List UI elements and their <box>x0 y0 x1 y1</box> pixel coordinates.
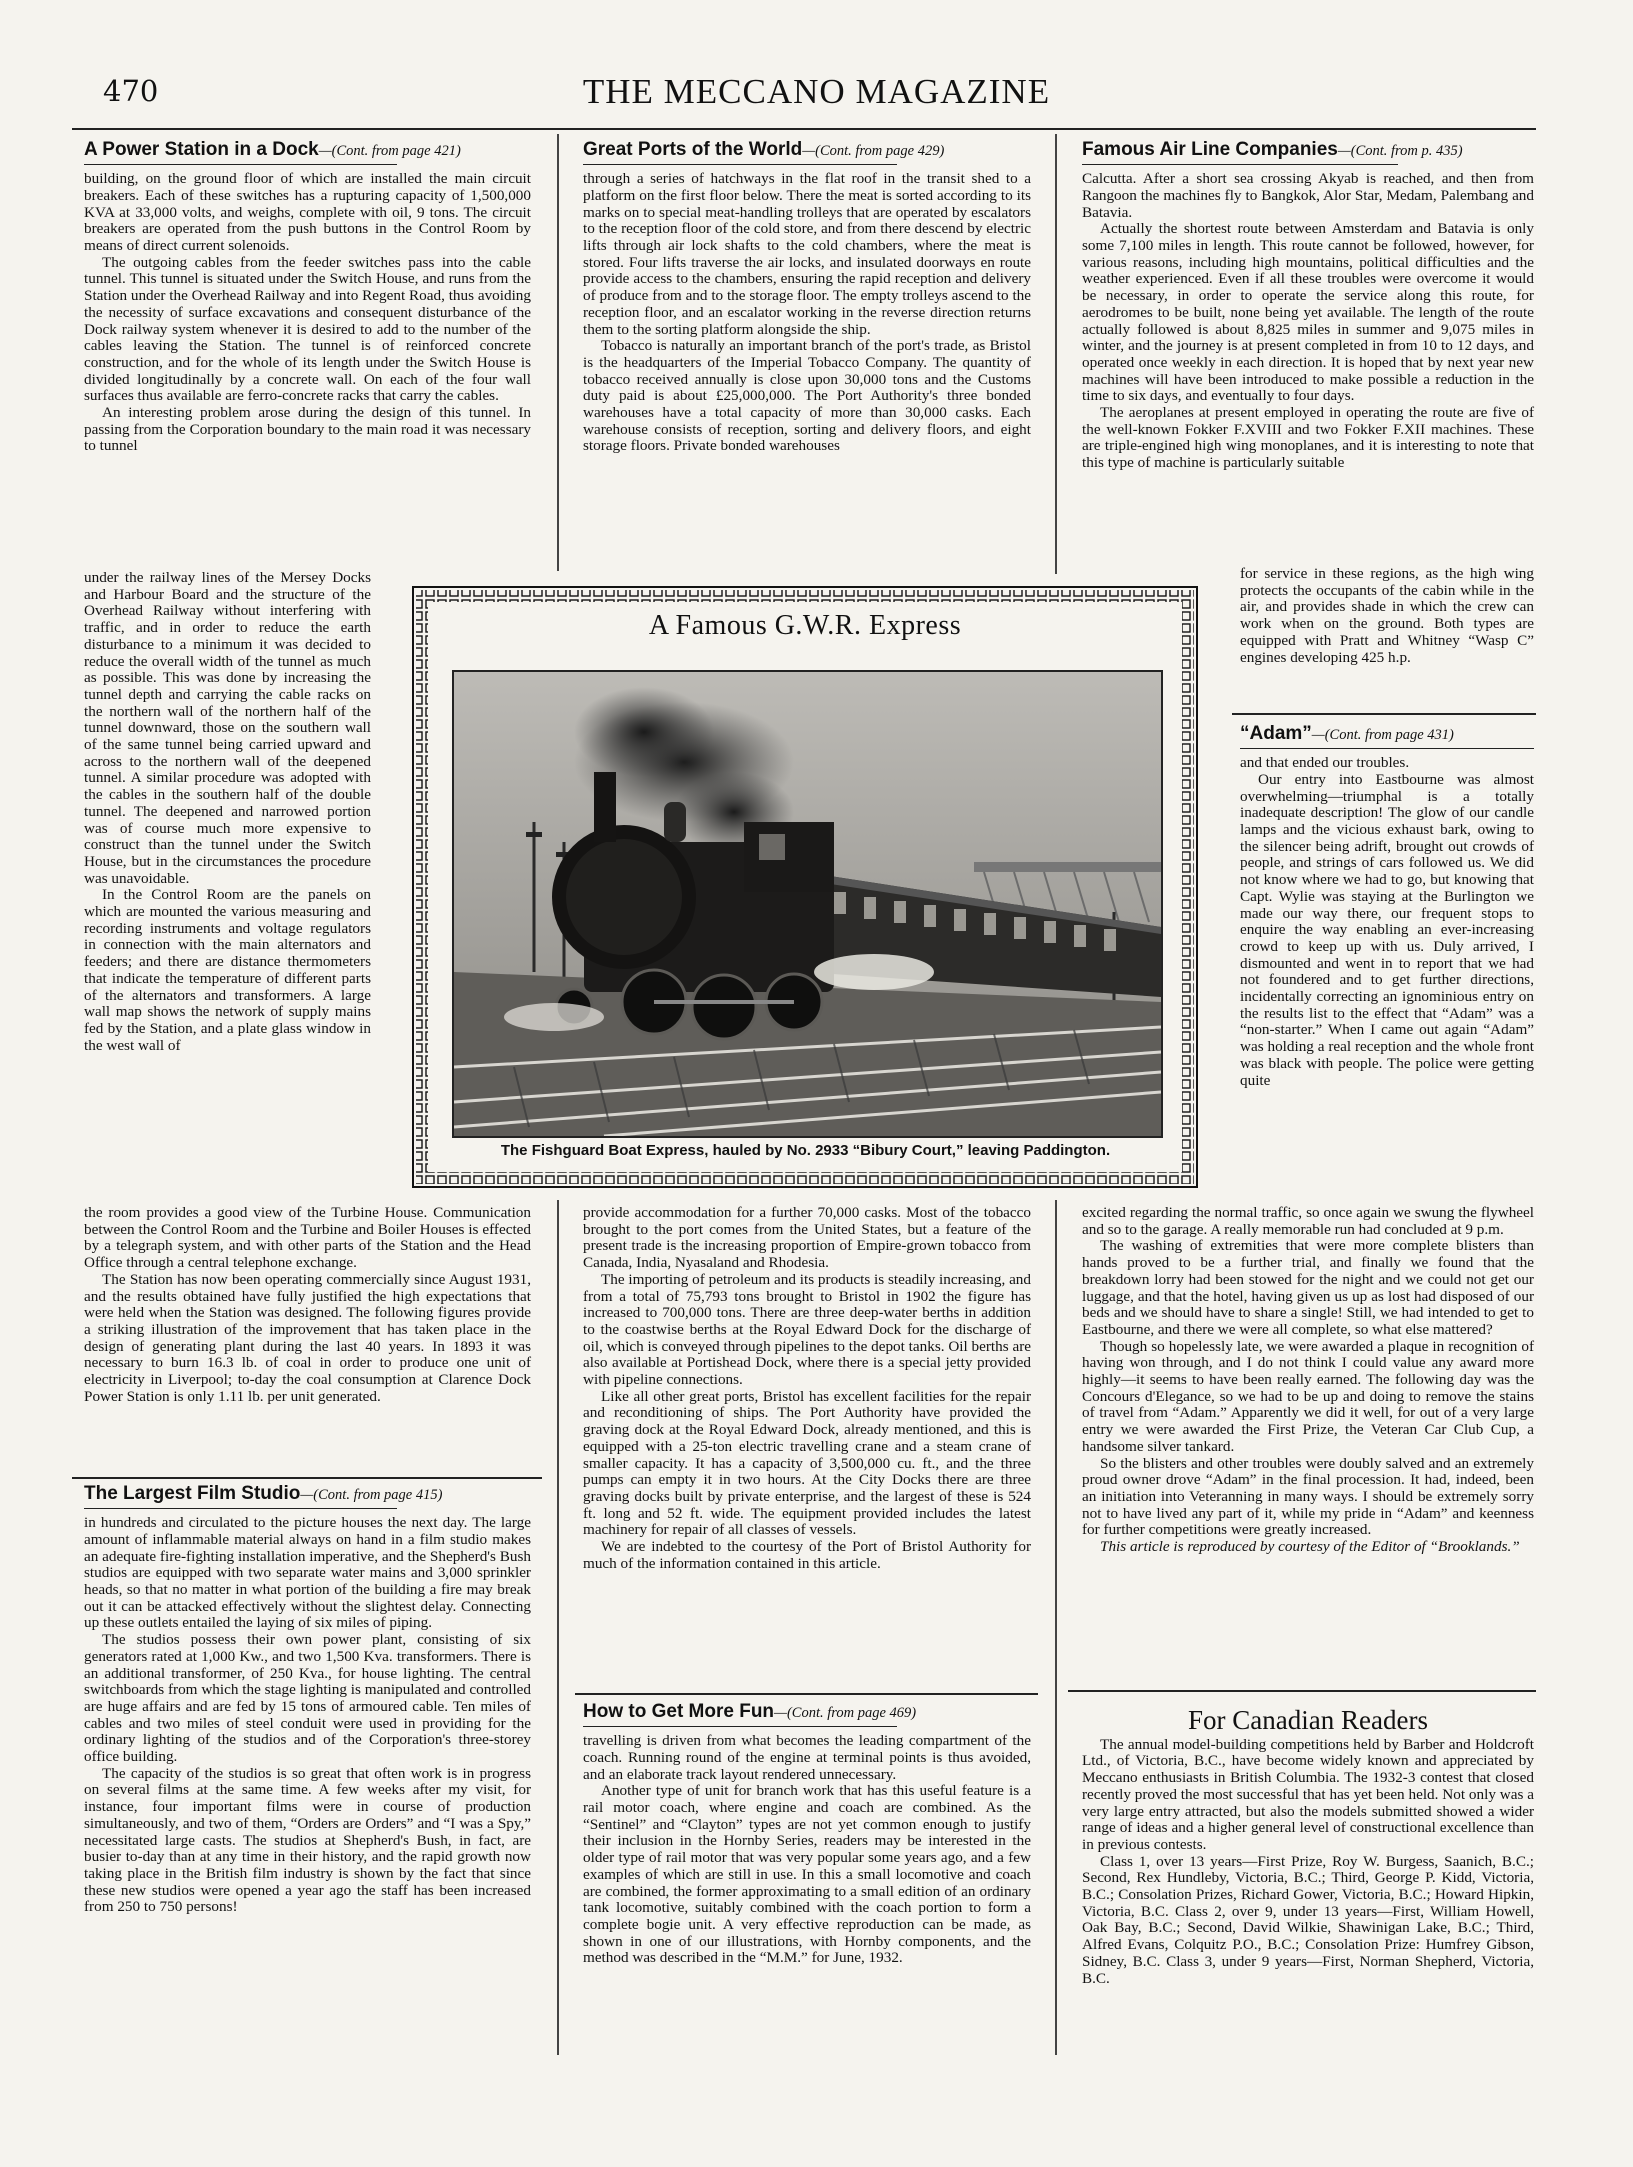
credit-line: This article is reproduced by courtesy of the Editor of “Brooklands.” <box>1100 1538 1520 1556</box>
paragraph: The annual model-building competitions held by Barber and Holdcroft Ltd., of Victoria, B.C., have become widely known and appreciated by Meccano enthusiasts in British Columbia. The 1932-3 contest that closed recently proved the most successful that has yet been held. Not only was a very large entry attracted, but also the models submitted showed a wider range of ideas and a higher general level of constructional excellence than in previous contests. <box>1082 1735 1534 1853</box>
paragraph: the room provides a good view of the Turbine House. Communication between the Control Room and the Turbine and Boiler Houses is effected by a telegraph system, and with other parts of the Station and the Head Office through a central telephone exchange. <box>84 1204 531 1272</box>
ports-continued <box>583 1205 1031 1572</box>
fun-top-rule <box>575 1693 1038 1695</box>
fun-article <box>583 1701 1031 1967</box>
fun-heading-rule <box>583 1726 897 1728</box>
power-station-continued <box>84 1205 531 1405</box>
locomotive-illustration <box>454 672 1161 1136</box>
power-station-narrow-text <box>84 570 371 1054</box>
paragraph: The capacity of the studios is so great that often work is in progress on several films at the same time. A few weeks after my visit, for instance, four important films were in course of production simultaneously, and two of them, “Orders are Orders” and “I was a Spy,” necessitated large casts. The studios at Shepherd's Bush, in fact, are busier to-day than at any time in their history, and the rapid growth now taking place in the British film industry is shown by the fact that since these new studios were opened a year ago the staff has been increased from 250 to 750 persons! <box>84 1764 531 1916</box>
paragraph: The outgoing cables from the feeder switches pass into the cable tunnel. This tunnel is situated under the Switch House, and runs from the Station under the Overhead Railway and into Regent Road, thus avoiding the necessity of surface excavations and consequent disturbance of the Dock railway system whenever it is desired to add to the number of the cables leaving the Station. The tunnel is of reinforced concrete construction, and for the whole of its length under the Switch House is divided longitudinally by a concrete wall. On each of the four wall surfaces thus available are ferro-concrete racks that carry the cables. <box>84 253 531 405</box>
paragraph: through a series of hatchways in the flat roof in the transit shed to a platform on the first floor below. There the meat is sorted according to its marks on to special meat-handling trolleys that are operated by escalators to the reception floor of the cold store, and from there descend by electric lifts through air lock shafts to the cold chambers, where the meat is stored. Four lifts traverse the air locks, and insulated doorways en route provide access to the chambers, ensuring the rapid reception and delivery of produce from and to the storage floor. The empty trolleys ascend to the reception floor, and an escalator working in the reverse direction returns them to the sorting platform alongside the ship. <box>583 170 1031 338</box>
paragraph: excited regarding the normal traffic, so once again we swung the flywheel and so to the garage. A really memorable run had concluded at 9 p.m. <box>1082 1204 1534 1238</box>
paragraph: Actually the shortest route between Amsterdam and Batavia is only some 7,100 miles in length. This route cannot be followed, however, for various reasons, including high mountains, political difficulties and the weather experienced. Even if all these troubles were overcome it would be necessary, in order to operate the service along this route, for aerodromes to be built, none being yet available. The length of the route actually followed is about 8,825 miles in summer and 9,075 miles in winter, and the journey is at present completed in from 10 to 12 days, and operated once weekly in each direction. It is hoped that by next year new machines will have been introduced to make possible a reduction in the time to six days, and eventually to four days. <box>1082 220 1534 405</box>
paragraph: Though so hopelessly late, we were awarded a plaque in recognition of having won through, and I do not think I could value any award more highly—it seems to have been really earned. The following day was the Concours d'Elegance, so we had to be up and doing to remove the stains of travel from “Adam.” Apparently we did it well, for out of a very large entry we were awarded the First Prize, the Veteran Car Club Cup, a handsome silver tankard. <box>1082 1337 1534 1455</box>
paragraph: The washing of extremities that were more complete blisters than hands proved to be a further trial, and finally we found that the breakdown lorry had been stowed for the night and we could not get our luggage, and that the hotel, having given us up as lost had disposed of our beds and we should have to share a single! Still, we had intended to get to Eastbourne, and there we were all complete, so what else mattered? <box>1082 1237 1534 1338</box>
paragraph: building, on the ground floor of which are installed the main circuit breakers. Each of these switches has a rupturing capacity of 1,500,000 KVA at 33,000 volts, and weighs, complete with oil, 9 tons. The circuit breakers are operated from the push buttons in the Control Room by means of direct current solenoids. <box>84 170 531 255</box>
canadian-heading: For Canadian Readers <box>1188 1705 1428 1735</box>
column-divider-right-top <box>1055 134 1057 574</box>
paragraph: Class 1, over 13 years—First Prize, Roy W. Burgess, Saanich, B.C.; Second, Rex Hundleby, Victoria, B.C.; Third, George P. Kidd, Victoria, B.C.; Consolation Prizes, Richard Gower, Victoria, B.C.; Howard Hipkin, Victoria, B.C. Class 2, over 9, under 13 years—First, William Howell, Oak Bay, B.C.; Second, David Wilkie, Shawinigan Lake, B.C.; Third, Alfred Evans, Colquitz P.O., B.C.; Consolation Prize: Humfrey Gibson, Sidney, B.C. Class 3, under 9 years—First, Norman Shepherd, Victoria, B.C. <box>1082 1852 1534 1987</box>
airline-article <box>1082 139 1534 472</box>
canadian-top-rule <box>1068 1690 1536 1692</box>
adam-continued <box>1082 1205 1534 1556</box>
paragraph: in hundreds and circulated to the picture houses the next day. The large amount of inflammable material always on hand in a film studio makes an adequate fire-fighting installation imperative, and the Shepherd's Bush studios are equipped with two separate water mains and 3,000 sprinkler heads, so that no matter in what portion of the building a fire may break out it can be attacked effectively without the slightest delay. Connecting up these outlets entailed the laying of six miles of piping. <box>84 1514 531 1632</box>
feature-box <box>412 586 1198 1188</box>
paragraph: Like all other great ports, Bristol has excellent facilities for the repair and reconditioning of ships. The Port Authority have provided the graving dock at the Royal Edward Dock, already mentioned, and this is equipped with a 25-ton electric travelling crane and a steam crane of smaller capacity. It has a capacity of 3,500,000 cu. ft., and the three pumps can empty it in two hours. At the City Docks there are three graving docks built by private enterprise, and the largest of these is 524 ft. long and 52 ft. wide. The equipment provided includes the latest machinery for repair of all classes of vessels. <box>583 1387 1031 1539</box>
film-studio-heading-rule <box>84 1508 397 1510</box>
paragraph: An interesting problem arose during the design of this tunnel. In passing from the Corporation boundary to the main road it was necessary to tunnel <box>84 404 531 455</box>
fun-heading: How to Get More Fun—(Cont. from page 469) <box>583 1701 917 1722</box>
paragraph: The importing of petroleum and its products is steadily increasing, and from a total of 75,793 tons brought to Bristol in 1902 the figure has increased to 700,000 tons. There are three deep-water berths in addition to the coastwise berths at the Royal Edward Dock for the discharge of oil, which is conveyed through pipelines to the depot tanks. Oil berths are also available at Portishead Dock, where there is a special jetty provided with pipeline connections. <box>583 1270 1031 1389</box>
power-station-article <box>84 139 531 455</box>
film-studio-top-rule <box>72 1477 542 1479</box>
paragraph: The aeroplanes at present employed in operating the route are five of the well-known Fokker F.XVIII and two Fokker F.XII machines. These are triple-engined high wing monoplanes, and it is interesting to note that this type of machine is particularly suitable <box>1082 404 1534 472</box>
paragraph: provide accommodation for a further 70,000 casks. Most of the tobacco brought to the port comes from the United States, but a feature of the present trade is the increasing proportion of Empire-grown tobacco from Canada, India, Nyasaland and Rhodesia. <box>583 1204 1031 1272</box>
paragraph: In the Control Room are the panels on which are mounted the various measuring and recording instruments and voltage regulators in connection with the main alternators and feeders; and there are distance thermometers that indicate the temperature of different parts of the alternators and transformers. A large wall map shows the network of supply mains fed by the Station, and a plate glass window in the west wall of <box>84 886 371 1054</box>
paragraph: Our entry into Eastbourne was almost overwhelming—triumphal is a totally inadequate description! The glow of our candle lamps and the vicious exhaust bark, owing to the silencer being adrift, brought out crowds of people, and strings of cars followed us. We did not know where we had to go, but knowing that Capt. Wylie was staying at the Burlington we made our way there, our frequent stops to enquire the way enabling an ever-increasing crowd to keep up with us. Duly arrived, I dismounted and went in to report that we had not foundered and to get further directions, incidentally correcting an ignominious entry on the results list to the effect that “Adam” was a “non-starter.” When I came out again “Adam” was holding a real reception and the whole front was black with people. The police were getting quite <box>1240 770 1534 1089</box>
airline-narrow-text <box>1240 566 1534 666</box>
ports-article <box>583 139 1031 455</box>
feature-title: A Famous G.W.R. Express <box>648 610 962 641</box>
paragraph: We are indebted to the courtesy of the Port of Bristol Authority for much of the information contained in this article. <box>583 1538 1031 1572</box>
paragraph: So the blisters and other troubles were doubly salved and an extremely proud owner drove “Adam” in the final procession. It had, indeed, been an initiation into Veteranning in many ways. I should be extremely sorry not to have lived any part of it, while my pride in “Adam” and keenness for further competitions were greatly increased. <box>1082 1454 1534 1539</box>
paragraph: and that ended our troubles. <box>1240 754 1410 772</box>
adam-narrow-article <box>1240 723 1534 1089</box>
paragraph: Calcutta. After a short sea crossing Akyab is reached, and then from Rangoon the machines fly to Bangkok, Alor Star, Medam, Palembang and Batavia. <box>1082 170 1534 221</box>
photo-caption: The Fishguard Boat Express, hauled by No. 2933 “Bibury Court,” leaving Paddington. <box>500 1142 1111 1159</box>
film-studio-article <box>84 1483 531 1916</box>
film-studio-heading: The Largest Film Studio—(Cont. from page 415) <box>84 1483 443 1504</box>
adam-top-rule <box>1232 713 1536 715</box>
paragraph: The studios possess their own power plant, consisting of six generators rated at 1,000 Kw., and two 1,500 Kva. transformers. There is an additional transformer, of 250 Kva., for house lighting. The central switchboards from which the stage lighting is manipulated and controlled are huge affairs and are fed by 15 tons of armoured cable. Ten miles of cables and two miles of steel conduit were used in providing for the ordinary lighting of the studios and of the Corporation's three-storey office building. <box>84 1631 531 1766</box>
train-photo <box>452 670 1163 1138</box>
paragraph: for service in these regions, as the high wing protects the occupants of the cabin while in the air, and provides shade in which the crew can work when on the ground. Both types are equipped with Pratt and Whitney “Wasp C” engines developing 425 h.p. <box>1240 565 1534 666</box>
power-station-heading-rule <box>84 164 397 166</box>
paragraph: Another type of unit for branch work that has this useful feature is a rail motor coach, where engine and coach are combined. As the “Sentinel” and “Clayton” types are not yet common enough to justify their inclusion in the Hornby Series, readers may be interested in the older type of rail motor that was very popular some years ago, and a few examples of which are still in use. In this a small locomotive and coach are combined, the former approximating to a small edition of an ordinary tank locomotive, suitably combined with the coach portion to form a complete bogie unit. A very effective reproduction can be made, as shown in one of our illustrations, with Hornby components, and the method was described in the “M.M.” for June, 1932. <box>583 1782 1031 1967</box>
airline-heading-rule <box>1082 164 1398 166</box>
masthead-rule <box>72 128 1536 130</box>
column-divider-left-bottom <box>557 1200 559 2055</box>
paragraph: Tobacco is naturally an important branch of the port's trade, as Bristol is the headquarters of the Imperial Tobacco Company. The quantity of tobacco received annually is close upon 30,000 tons and the Customs duty paid is about £25,000,000. The Port Authority's three bonded warehouses have a total capacity of more than 30,000 casks. Each warehouse consists of reception, sorting and delivery floors, and eight storage floors. Private bonded warehouses <box>583 337 1031 455</box>
paragraph: under the railway lines of the Mersey Docks and Harbour Board and the structure of the Overhead Railway without interfering with traffic, and in order to reduce the earth disturbance to a minimum it was decided to reduce the overall width of the tunnel as much as possible. This was done by increasing the tunnel depth and carrying the cable racks on the northern wall of the northern half of the tunnel downward, those on the southern wall of the same tunnel being carried upward and across to the northern wall of the deepened tunnel. A similar procedure was adopted with the cables in the southern half of the double tunnel. The deepened and narrowed portion was of course much more expensive to construct than the tunnel under the Switch House, but in the circumstances the procedure was unavoidable. <box>84 569 371 887</box>
canadian-article <box>1082 1705 1534 1987</box>
airline-heading: Famous Air Line Companies—(Cont. from p. 435) <box>1082 139 1463 160</box>
paragraph: The Station has now been operating commercially since August 1931, and the results obtained have fully justified the high expectations that were held when the Station was designed. The following figures provide a striking illustration of the improvement that has taken place in the design of generating plant during the last 40 years. In 1893 it was necessary to burn 16.3 lb. of coal in order to produce one unit of electricity in Liverpool; to-day the coal consumption at Clarence Dock Power Station is only 1.11 lb. per unit generated. <box>84 1270 531 1405</box>
ports-heading: Great Ports of the World—(Cont. from page 429) <box>583 139 945 160</box>
page-number: 470 <box>103 74 159 108</box>
magazine-title: THE MECCANO MAGAZINE <box>582 72 1051 111</box>
adam-heading-rule <box>1240 748 1534 750</box>
column-divider-right-bottom <box>1055 1200 1057 2055</box>
column-divider-left-top <box>557 134 559 571</box>
ports-heading-rule <box>583 164 897 166</box>
adam-heading: “Adam”—(Cont. from page 431) <box>1240 723 1454 744</box>
power-station-heading: A Power Station in a Dock—(Cont. from page 421) <box>84 139 461 160</box>
paragraph: travelling is driven from what becomes the leading compartment of the coach. Running round of the engine at terminal points is thus avoided, and an elaborate track layout rendered unnecessary. <box>583 1732 1031 1783</box>
